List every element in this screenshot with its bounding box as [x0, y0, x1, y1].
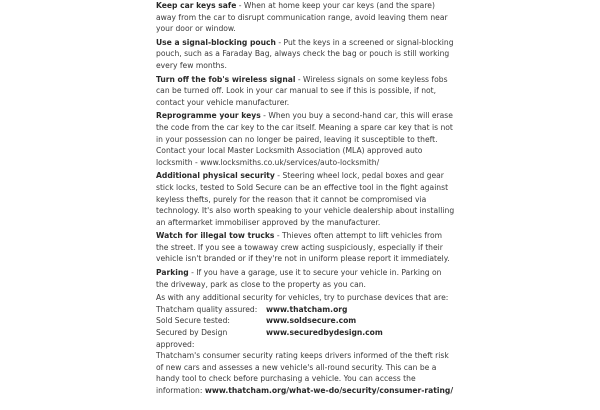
consumer-rating-link: www.thatcham.org/what-we-do/security/consumer-rating/	[204, 386, 454, 395]
resource-link: www.thatcham.org	[266, 304, 348, 314]
resource-label: Thatcham quality assured:	[156, 304, 258, 314]
tip-title: Turn off the fob's wireless signal	[156, 74, 296, 84]
tip-signal-blocking-pouch	[156, 37, 456, 72]
tip-title: Use a signal-blocking pouch	[156, 37, 276, 47]
tip-physical-security	[156, 170, 456, 228]
tip-illegal-tow-trucks	[156, 230, 456, 265]
tip-text: - Wireless signals on some keyless fobs can be turned off. Look in your car manual to see if this is possible, if not, contact your vehicle manufacturer.	[156, 74, 448, 107]
tip-title: Keep car keys safe	[156, 1, 237, 10]
tip-text: - When you buy a second-hand car, this will erase the code from the car key to the car itself. Meaning a spare car key that is not in your possession can no longer be paired, leaving it susceptible to theft. Contact your local Master Locksmith Association (MLA) approved auto locksmith - www.locksmiths.co.uk/services/auto-locksmith/	[156, 111, 453, 167]
security-intro: As with any additional security for vehicles, try to purchase devices that are:	[156, 293, 449, 303]
tip-text: - Thieves often attempt to lift vehicles from the street. If you see a towaway crew acting suspiciously, especially if their vehicle isn't branded or if they're not in uniform please report it immediately.	[156, 231, 450, 264]
tip-reprogramme-keys	[156, 110, 456, 168]
resource-link: www.securedbydesign.com	[266, 328, 383, 338]
tip-title: Watch for illegal tow trucks	[156, 231, 275, 241]
consumer-rating-text: Thatcham's consumer security rating keeps drivers informed of the theft risk of new cars and assesses a new vehicle's all-round security. This can be a handy tool to check before purchasing a vehicle. You can access the information:	[156, 351, 449, 395]
tip-title: Additional physical security	[156, 171, 275, 181]
consumer-rating-paragraph	[156, 350, 456, 396]
tip-text: - Put the keys in a screened or signal-blocking pouch, such as a Faraday Bag, always check the bag or pouch is still working every few months.	[156, 37, 454, 70]
tip-keep-keys-safe	[156, 0, 456, 35]
tip-turn-off-signal	[156, 74, 456, 109]
document-body	[156, 0, 456, 397]
resource-link: www.soldsecure.com	[266, 316, 357, 326]
resource-label: Secured by Design approved:	[156, 328, 228, 349]
tip-parking	[156, 267, 456, 290]
resource-row	[156, 315, 456, 327]
resource-label: Sold Secure tested:	[156, 316, 230, 326]
tip-title: Reprogramme your keys	[156, 111, 261, 121]
resource-row	[156, 327, 456, 350]
tip-text: - Steering wheel lock, pedal boxes and gear stick locks, tested to Sold Secure can be an effective tool in the fight against keyless thefts, purely for the reason that it cannot be compromised via technology. It's also worth speaking to your vehicle dealership about installing an aftermarket immobiliser approved by the manufacturer.	[156, 171, 455, 227]
tip-title: Parking	[156, 268, 189, 278]
tip-text: - When at home keep your car keys (and the spare) away from the car to disrupt communication range, avoid leaving them near your door or window.	[156, 1, 448, 34]
resource-row	[156, 304, 456, 316]
tip-text: - If you have a garage, use it to secure your vehicle in. Parking on the driveway, park as close to the property as you can.	[156, 268, 442, 289]
